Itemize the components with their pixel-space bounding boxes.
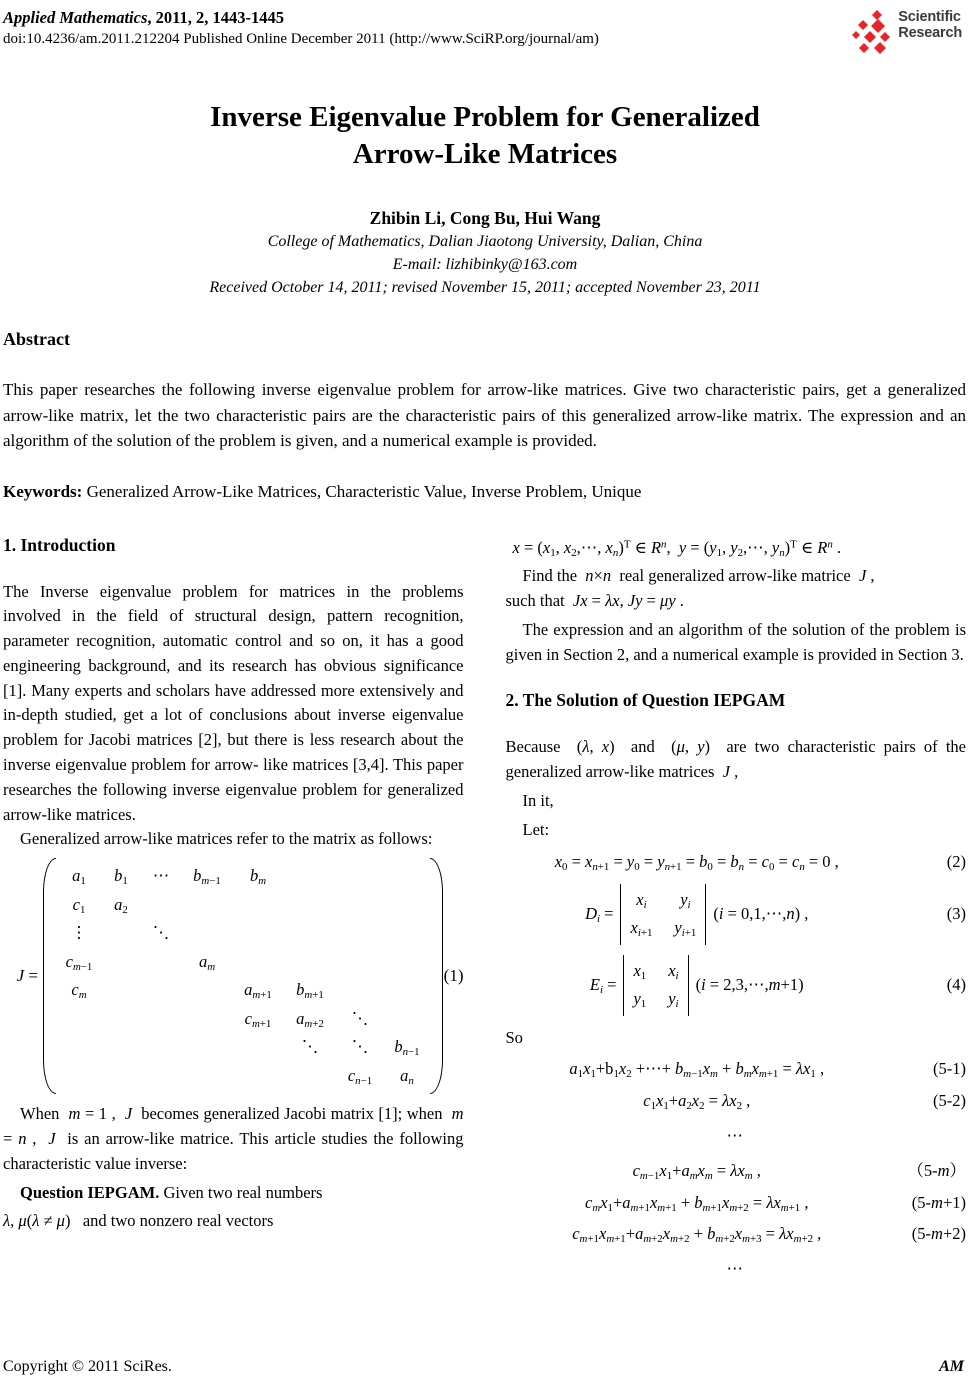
equation-5-1-number: (5-1) [933,1059,966,1079]
det-cell: $y_1$ [633,988,647,1010]
abstract-heading: Abstract [3,329,70,349]
equation-1-number: (1) [443,965,464,985]
equation-4-determinant [623,955,688,1016]
equation-5-m-number: （5-m） [907,1160,966,1180]
equation-4-body [506,955,889,1016]
equation-5-m1-number: (5-m+1) [911,1192,966,1212]
equation-4-number: (4) [946,974,966,994]
equation-5-m1-body: $c_mx_1+a_{m+1}x_{m+1} + b_{m+1}x_{m+2} = \lambda x_{m+1}$ , [585,1192,809,1214]
equation-5-m-body: $c_{m-1}x_1+a_mx_m = \lambda x_m$ , [632,1160,761,1182]
right-paren [430,858,443,1094]
authors: Zhibin Li, Cong Bu, Hui Wang [369,208,601,228]
left-paren [43,858,56,1094]
equation-2-number: (2) [946,851,966,871]
right-column [506,534,967,1293]
equation-3-determinant [620,884,706,945]
scientific-research-logo [852,9,962,55]
equation-5-2-body: $c_1x_1+a_2x_2 = \lambda x_2$ , [643,1091,751,1113]
equation-4-lhs: $E_i$ = [589,974,617,996]
page-footer [3,1358,964,1376]
matrix-cell: $a_2$ [114,894,128,916]
in-it-line: In it, [522,791,554,811]
matrix-cell: $a_m$ [198,951,216,973]
equation-5-m2 [506,1222,967,1247]
keywords-text: Generalized Arrow-Like Matrices, Characteristic Value, Inverse Problem, Unique [82,481,642,501]
matrix-cell: ⋯ [152,866,170,886]
ellipsis-row-2: ⋯ [726,1259,745,1279]
equation-5-2 [506,1089,967,1114]
det-cell: $y_i$ [680,890,691,912]
equation-2-body: $x_0 = x_{n+1} = y_0 = y_{n+1} = b_0 = b_n = c_0 = c_n = 0$ , [554,851,839,873]
matrix-cell: ⋱ [152,923,170,943]
keywords-label: Keywords: [3,481,83,501]
abstract-text: This paper researches the following inverse eigenvalue problem for arrow-like matrices. Give two characteristic pairs, get a generalized arrow-like matrix, let the two characteristic pairs are the characteristic pairs of this generalized arrow-like matrix. The expression and an algorithm of the solution of the problem is given, and a numerical example is provided. [3,380,966,450]
equation-2 [506,850,967,875]
question-line-2: λ, μ(λ ≠ μ) and two nonzero real vectors [3,1211,274,1231]
det-cell: $x_i$ [636,890,647,912]
intro-paragraph: The Inverse eigenvalue problem for matrices in the problems involved in the field of structural design, pattern recognition, parameter recognition, automatic control and so on, it has a good engineering background, and its research has obvious significance [1]. Many experts and scholars have addressed more extensively and in-depth studied, get a lot of conclusions about inverse eigenvalue problem for Jacobi matrices [2], but there is less research about the inverse eigenvalue problem for arrow- like matrices [3,4]. This paper researches the following inverse eigenvalue problem for generalized arrow-like matrices. [3,581,464,824]
matrix-cell: $b_{n-1}$ [394,1037,420,1059]
logo-diamonds-icon [852,9,894,55]
journal-title-line: Applied Mathematics, 2011, 2, 1443-1445 [3,8,284,27]
section-2-heading: 2. The Solution of Question IEPGAM [505,690,786,711]
matrix-grid [56,858,430,1094]
matrix-cell: $c_1$ [72,894,86,916]
logo-word-1: Scientific [898,9,961,25]
equation-5-m1 [506,1191,967,1216]
byline [0,206,970,299]
matrix-cell: $a_1$ [72,866,86,888]
question-line-1: Question IEPGAM. Given two real numbers [20,1182,323,1202]
page-header [0,0,970,55]
logo-text [898,9,962,41]
matrix-cell: $c_{m+1}$ [244,1008,272,1030]
section-1-heading: 1. Introduction [3,534,116,555]
keywords-line [3,480,966,504]
equation-3-lhs: $D_i$ = [585,904,614,926]
ellipsis-row-1: ⋯ [726,1126,745,1146]
det-cell: $x_i$ [668,961,679,983]
equation-3-number: (3) [946,904,966,924]
equation-5-2-number: (5-2) [933,1091,966,1111]
matrix-cell: $a_{m+2}$ [296,1008,324,1030]
equation-3-body [506,884,889,945]
matrix-cell: $b_m$ [249,866,267,888]
journal-info [3,7,599,50]
doi-line: doi:10.4236/am.2011.212204 Published Online December 2011 (http://www.SciRP.org/journal/am) [3,31,599,47]
two-column-body [3,534,966,1293]
matrix-cell: $b_{m+1}$ [296,980,324,1002]
equation-4-tail: (i = 2,3,⋯,m+1) [695,974,804,994]
logo-word-2: Research [898,25,962,41]
title-line-1: Inverse Eigenvalue Problem for Generalized [210,101,760,133]
expression-paragraph: The expression and an algorithm of the solution of the problem is given in Section 2, and a numerical example is provided in Section 3. [505,619,966,664]
matrix-cell: $c_{n-1}$ [347,1065,373,1087]
equation-5-m2-body: $c_{m+1}x_{m+1}+a_{m+2}x_{m+2} + b_{m+2}x_{m+3} = \lambda x_{m+2}$ , [572,1224,822,1246]
det-cell: $y_i$ [668,988,679,1010]
affiliation: College of Mathematics, Dalian Jiaotong University, Dalian, China [267,233,703,250]
matrix-cell: $c_m$ [71,980,87,1002]
vectors-formula: $x = (x_1$, $x_2,\cdots$, $x_n)^T$ ∈ $R^n$, $y = (y_1$, $y_2,\cdots$, $y_n)^T$ ∈ $R^n$ . [512,537,842,559]
left-column [3,534,464,1293]
equation-1-matrix [3,858,464,1094]
equation-5-m2-number: (5-m+2) [911,1224,966,1244]
matrix-cell: $a_{m+1}$ [244,980,272,1002]
matrix-cell: $c_{m-1}$ [65,951,93,973]
det-cell: $x_{i+1}$ [630,918,653,940]
title-line-2: Arrow-Like Matrices [352,138,618,170]
matrix-cell: ⋱ [351,1037,369,1057]
matrix-cell: $a_n$ [400,1065,414,1087]
let-line: Let: [522,819,550,839]
when-paragraph: When m = 1 , J becomes generalized Jacobi matrix [1]; when m = n , J is an arrow-like matrice. This article studies the following characteristic value inverse: [3,1104,464,1173]
equation-5-1 [506,1057,967,1082]
page-title [0,99,970,173]
matrix-cell: ⋱ [301,1037,319,1057]
so-line: So [505,1027,523,1047]
because-paragraph: Because (λ, x) and (μ, y) are two characteristic pairs of the generalized arrow-like matrices J , [505,737,966,782]
email-line: E-mail: lizhibinky@163.com [392,256,578,273]
copyright-text: Copyright © 2011 SciRes. [3,1358,172,1375]
matrix-label: J = [16,965,38,985]
matrix-intro-paragraph: Generalized arrow-like matrices refer to the matrix as follows: [20,829,433,849]
matrix-cell: ⋮ [70,923,88,943]
equation-3-tail: (i = 0,1,⋯,n) , [713,904,809,924]
det-cell: $y_{i+1}$ [674,918,697,940]
find-paragraph: Find the n×n real generalized arrow-like matrice J , such that Jx = λx, Jy = μy . [505,566,875,611]
equation-4 [506,955,967,1016]
received-line: Received October 14, 2011; revised November 15, 2011; accepted November 23, 2011 [209,279,761,296]
matrix-cell: ⋱ [351,1008,369,1028]
journal-abbreviation: AM [939,1358,964,1375]
matrix-cell: $b_1$ [114,866,128,888]
equation-3 [506,884,967,945]
equation-5-1-body: $a_1x_1+b_1x_2$ +⋯+ $b_{m-1}x_m + b_mx_{m+1} = \lambda x_1$ , [569,1059,825,1081]
det-cell: $x_1$ [633,961,647,983]
equation-5-m [506,1159,967,1184]
matrix-cell: $b_{m-1}$ [193,866,221,888]
